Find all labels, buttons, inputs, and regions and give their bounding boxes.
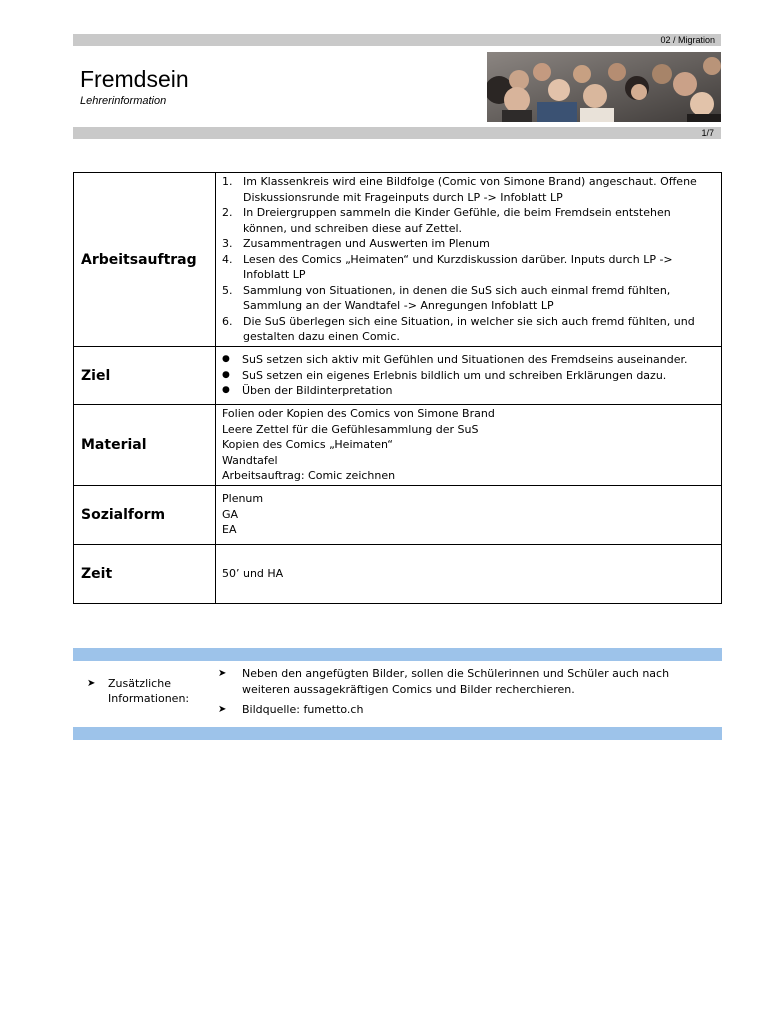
sozialform-line: Plenum <box>222 492 264 506</box>
additional-info-list <box>218 666 718 723</box>
list-item: ● Üben der Bildinterpretation <box>222 384 393 398</box>
material-line: Folien oder Kopien des Comics von Simone Brand <box>222 407 495 420</box>
content-sozialform <box>216 485 722 544</box>
label-arbeitsauftrag: Arbeitsauftrag <box>74 173 216 347</box>
content-arbeitsauftrag <box>216 173 722 347</box>
row-zeit <box>74 544 722 603</box>
bullet-icon: ● <box>222 369 230 380</box>
arrow-bullet-icon: ➤ <box>218 704 227 715</box>
label-zeit: Zeit <box>74 544 216 603</box>
page-number: 1/7 <box>701 128 714 138</box>
crowd-photo <box>487 52 721 122</box>
page-number-bar <box>73 127 721 139</box>
label-ziel: Ziel <box>74 347 216 405</box>
list-item: 5. Sammlung von Situationen, in denen die SuS sich auch einmal fremd fühlten, Sammlung an der Wandtafel -> Anregungen Infoblatt LP <box>222 283 671 313</box>
header-bar <box>73 34 721 46</box>
arbeitsauftrag-list <box>222 174 715 345</box>
row-ziel <box>74 347 722 405</box>
list-item: 3. Zusammentragen und Auswerten im Plenum <box>222 237 490 251</box>
info-top-bar <box>73 648 722 661</box>
material-line: Arbeitsauftrag: Comic zeichnen <box>222 469 396 482</box>
arrow-bullet-icon: ➤ <box>87 678 96 689</box>
row-material <box>74 405 722 486</box>
list-item: 4. Lesen des Comics „Heimaten“ und Kurzdiskussion darüber. Inputs durch LP -> Infoblatt LP <box>222 252 673 282</box>
content-material <box>216 405 722 486</box>
material-line: Wandtafel <box>222 453 278 467</box>
crowd-photo-image <box>487 52 721 122</box>
list-item: 2. In Dreiergruppen sammeln die Kinder Gefühle, die beim Fremdsein entstehen können, und schreiben diese auf Zettel. <box>222 206 671 235</box>
content-zeit: 50’ und HA <box>216 544 722 603</box>
info-bottom-bar <box>73 727 722 740</box>
material-line: Leere Zettel für die Gefühlesammlung der SuS <box>222 422 479 436</box>
list-item: ➤ Neben den angefügten Bilder, sollen die Schülerinnen und Schüler auch nach weiteren aussagekräftigen Comics und Bilder recherchieren. <box>218 667 670 696</box>
row-sozialform <box>74 485 722 544</box>
page-subtitle: Lehrerinformation <box>80 95 167 107</box>
row-arbeitsauftrag <box>74 173 722 347</box>
sozialform-line: EA <box>222 523 237 537</box>
list-item: 1. Im Klassenkreis wird eine Bildfolge (Comic von Simone Brand) angeschaut. Offene Diskussionsrunde mit Frageinputs durch LP -> Infoblatt LP <box>222 175 697 204</box>
material-line: Kopien des Comics „Heimaten“ <box>222 438 393 451</box>
list-item: ● SuS setzen ein eigenes Erlebnis bildlich um und schreiben Erklärungen dazu. <box>222 368 667 382</box>
content-ziel <box>216 347 722 405</box>
bullet-icon: ● <box>222 385 230 396</box>
label-sozialform: Sozialform <box>74 485 216 544</box>
additional-info <box>73 661 722 727</box>
bullet-icon: ● <box>222 354 230 365</box>
additional-info-label: ➤ Zusätzliche Informationen: <box>87 677 190 705</box>
list-item: ➤ Bildquelle: fumetto.ch <box>218 703 364 716</box>
list-item: ● SuS setzen sich aktiv mit Gefühlen und Situationen des Fremdseins auseinander. <box>222 353 688 367</box>
arrow-bullet-icon: ➤ <box>218 668 227 679</box>
section-label: 02 / Migration <box>660 35 715 45</box>
lesson-table <box>73 172 722 604</box>
label-material: Material <box>74 405 216 486</box>
sozialform-line: GA <box>222 507 239 521</box>
list-item: 6. Die SuS überlegen sich eine Situation, in welcher sie sich auch fremd fühlten, und gestalten dazu einen Comic. <box>222 314 695 344</box>
ziel-list <box>222 352 715 399</box>
page-title: Fremdsein <box>80 66 189 92</box>
